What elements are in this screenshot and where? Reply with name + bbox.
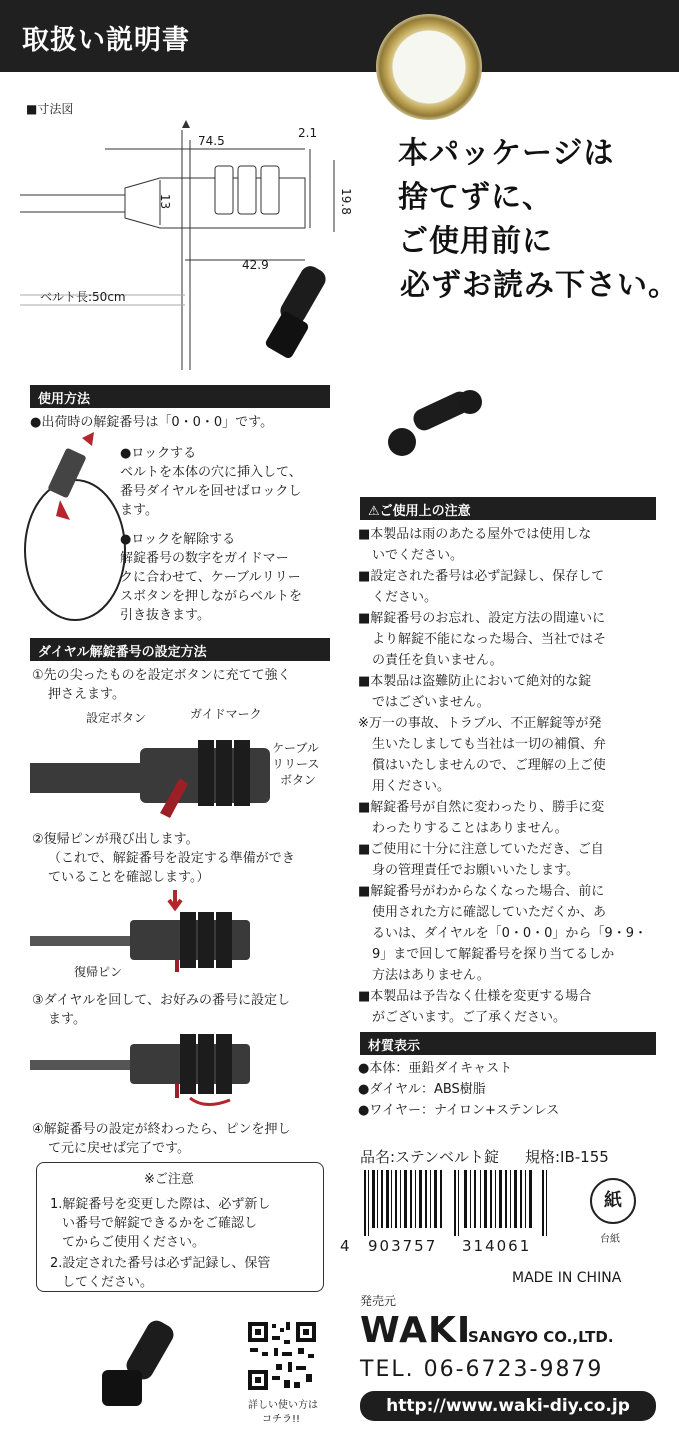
paper-recycle-icon — [590, 1178, 636, 1224]
lock-photo-3 — [88, 1310, 198, 1420]
made-in: MADE IN CHINA — [512, 1270, 622, 1286]
step3-diagram — [30, 1020, 260, 1110]
materials-title: 材質表示 — [360, 1032, 656, 1055]
unlock-text-line: 解錠番号の数字をガイドマー — [120, 551, 289, 566]
caution-line: ■本製品は盗難防止において絶対的な錠 — [358, 674, 592, 689]
lock-diagram — [20, 430, 130, 630]
label-guide-mark: ガイドマーク — [190, 707, 262, 721]
qr-caption: コチラ!! — [262, 1414, 301, 1425]
dim-42-9: 42.9 — [242, 258, 269, 272]
lock-photo-2 — [382, 380, 492, 470]
label-return-pin: 復帰ピン — [74, 965, 123, 979]
shipped-code: ●出荷時の解錠番号は「0・0・0」です。 — [30, 415, 274, 430]
caution-line: ください。 — [372, 590, 438, 605]
tel-number: TEL. 06-6723-9879 — [360, 1357, 604, 1382]
dimension-label: ■寸法図 — [26, 102, 74, 116]
caution-line: の責任を負いません。 — [372, 653, 503, 668]
caution-line: ※万一の事故、トラブル、不正解錠等が発 — [358, 716, 602, 731]
headline-line: 本パッケージは — [398, 136, 615, 171]
barcode-digits-right: 314061 — [462, 1237, 532, 1255]
caution-line: より解錠不能になった場合、当社ではそ — [372, 632, 607, 647]
caution-line: るいは、ダイヤルを「0・0・0」から「9・9・ — [372, 926, 647, 941]
label-setting-button: 設定ボタン — [86, 711, 147, 725]
caution-line: わったりすることはありません。 — [372, 821, 568, 836]
caution-line: ■ご使用に十分に注意していただき、ご自 — [358, 842, 604, 857]
caution-line: ■設定された番号は必ず記録し、保存して — [358, 569, 605, 584]
note-line: てからご使用ください。 — [62, 1235, 206, 1250]
paper-mark: 紙 — [604, 1190, 622, 1211]
product-spec: 規格:IB-155 — [525, 1148, 609, 1166]
step2-diagram — [30, 888, 260, 978]
material-item: ●本体：亜鉛ダイキャスト — [358, 1061, 513, 1076]
unlock-text-line: クに合わせて、ケーブルリリー — [120, 570, 301, 585]
material-item: ●ダイヤル：ABS樹脂 — [358, 1082, 486, 1097]
step2-line: （これで、解錠番号を設定する準備ができ — [48, 851, 295, 866]
step1-diagram — [30, 718, 270, 818]
caution-line: 方法はありません。 — [372, 968, 490, 983]
step2-line: ていることを確認します。） — [48, 870, 210, 885]
note-line: してください。 — [62, 1275, 154, 1290]
product-name: 品名:ステンベルト錠 — [360, 1148, 500, 1166]
caution-line: いでください。 — [372, 548, 464, 563]
step1-line: 押さえます。 — [48, 687, 125, 702]
caution-line: ではございません。 — [372, 695, 490, 710]
usage-section-title: 使用方法 — [30, 385, 330, 408]
brand-logo: WAKI — [360, 1310, 472, 1351]
note-line: い番号で解錠できるかをご確認し — [62, 1216, 258, 1231]
hang-hole-grommet — [376, 14, 482, 120]
material-item: ●ワイヤー：ナイロン+ステンレス — [358, 1103, 560, 1118]
note-title: ※ご注意 — [144, 1172, 194, 1187]
step1-line: ①先の尖ったものを設定ボタンに充てて強く — [32, 668, 291, 683]
caution-line: 用ください。 — [372, 779, 451, 794]
website-url[interactable]: http://www.waki-diy.co.jp — [360, 1391, 656, 1421]
step3-line: ③ダイヤルを回して、お好みの番号に設定し — [32, 993, 291, 1008]
caution-line: ■本製品は雨のあたる屋外では使用しな — [358, 527, 592, 542]
note-line: 1.解錠番号を変更した際は、必ず新し — [50, 1197, 271, 1212]
unlock-title: ●ロックを解除する — [120, 532, 236, 547]
lock-text-line: ます。 — [120, 503, 158, 518]
page-title: 取扱い説明書 — [22, 25, 190, 56]
caution-line: ■解錠番号がわからなくなった場合、前に — [358, 884, 605, 899]
step4-line: て元に戻せば完了です。 — [48, 1141, 190, 1156]
caution-line: 身の管理責任でお願いいたします。 — [372, 863, 579, 878]
company-suffix: SANGYO CO.,LTD. — [468, 1328, 614, 1346]
headline-line: 必ずお読み下さい。 — [400, 268, 679, 303]
unlock-text-line: スボタンを押しながらベルトを — [120, 589, 303, 604]
label-cable-release: ケーブル — [272, 741, 319, 755]
caution-line: ■解錠番号のお忘れ、設定方法の間違いに — [358, 611, 606, 626]
caution-line: 償はいたしませんので、ご理解の上ご使 — [372, 758, 606, 773]
dim-19-8: 19.8 — [338, 188, 353, 215]
seller-label: 発売元 — [360, 1294, 397, 1308]
lock-text-line: 番号ダイヤルを回せばロックし — [120, 484, 302, 499]
step3-line: ます。 — [48, 1012, 86, 1027]
cautions-title: ⚠ご使用上の注意 — [360, 497, 656, 520]
caution-line: ■本製品は予告なく仕様を変更する場合 — [358, 989, 592, 1004]
caution-line: 9」まで回して解錠番号を探り当てるしか — [372, 947, 615, 962]
lock-photo-1 — [250, 255, 350, 375]
belt-length: ベルト長:50cm — [40, 290, 126, 304]
caution-line: ■解錠番号が自然に変わったり、勝手に変 — [358, 800, 605, 815]
step2-line: ②復帰ピンが飛び出します。 — [32, 832, 199, 847]
barcode-digits-left: 903757 — [368, 1237, 438, 1255]
note-line: 2.設定された番号は必ず記録し、保管 — [50, 1256, 271, 1271]
step4-line: ④解錠番号の設定が終わったら、ピンを押し — [32, 1122, 291, 1137]
barcode-digit-prefix: 4 — [340, 1237, 350, 1255]
label-cable-release: リリース — [272, 757, 320, 771]
caution-line: がございます。ご了承ください。 — [372, 1010, 566, 1025]
lock-text-line: ベルトを本体の穴に挿入して、 — [120, 465, 302, 480]
qr-caption: 詳しい使い方は — [248, 1400, 318, 1411]
headline-line: ご使用前に — [398, 224, 553, 259]
dim-74-5: 74.5 — [198, 134, 225, 148]
lock-title: ●ロックする — [120, 446, 197, 461]
dim-2-1: 2.1 — [298, 126, 318, 140]
dial-setting-title: ダイヤル解錠番号の設定方法 — [30, 638, 330, 661]
barcode — [360, 1170, 560, 1240]
paper-label: 台紙 — [600, 1234, 620, 1245]
label-cable-release: ボタン — [280, 773, 317, 787]
caution-line: 使用された方に確認していただくか、あ — [372, 905, 607, 920]
cautions-list — [358, 524, 658, 1028]
qr-code[interactable] — [246, 1320, 318, 1392]
caution-line: 生いたしましても当社は一切の補償、弁 — [372, 737, 607, 752]
dim-13: 13 — [158, 193, 173, 210]
headline-line: 捨てずに、 — [398, 180, 553, 215]
unlock-text-line: 引き抜きます。 — [120, 608, 210, 623]
